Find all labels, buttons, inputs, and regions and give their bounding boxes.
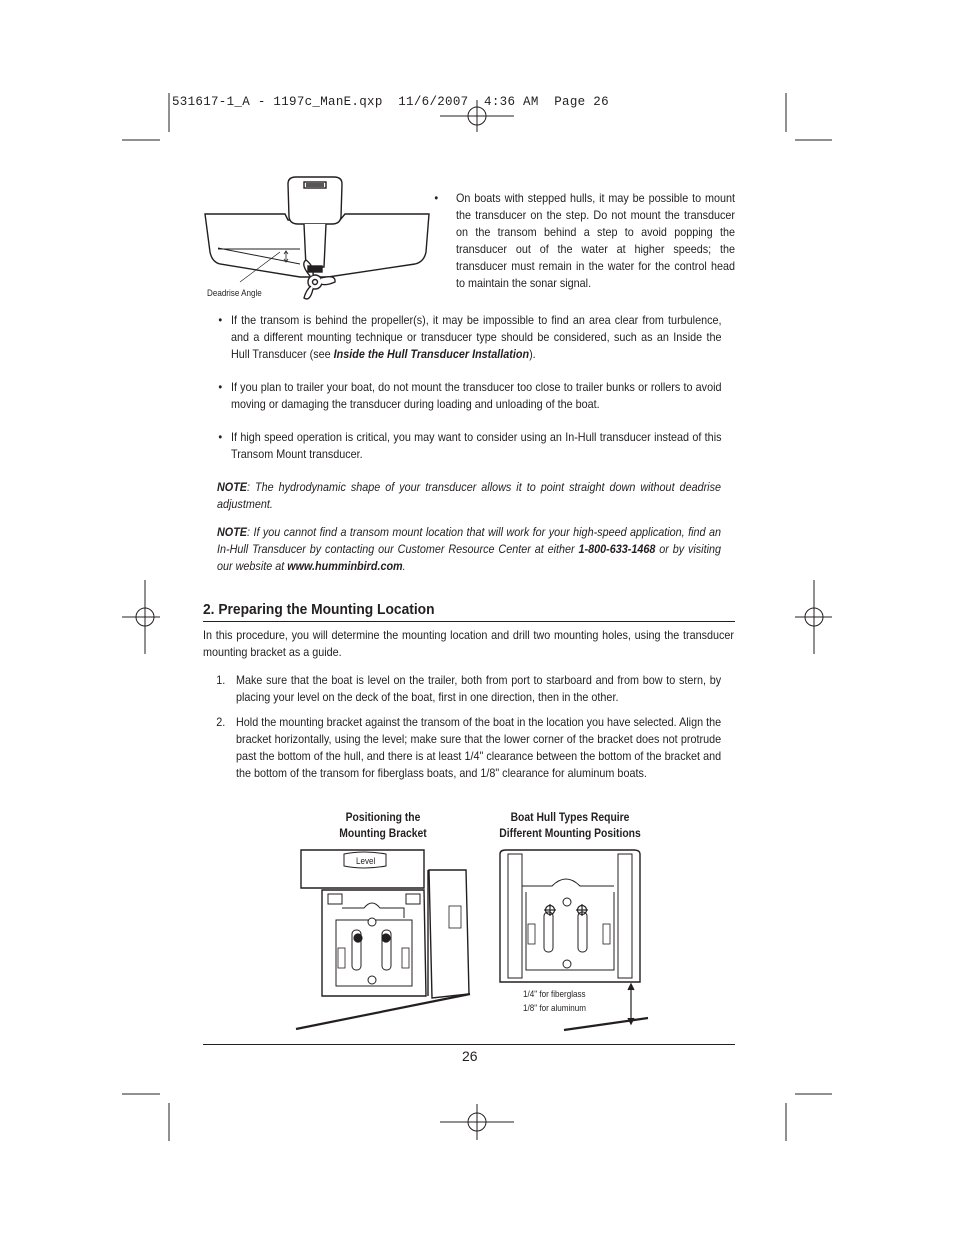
section-heading: 2. Preparing the Mounting Location — [203, 601, 435, 618]
slug-line: 531617-1_A - 1197c_ManE.qxp 11/6/2007 4:36 AM Page 26 — [172, 95, 609, 109]
registration-mark-bottom — [440, 1104, 514, 1140]
page-number: 26 — [462, 1048, 478, 1064]
note-hydrodynamic: NOTE: The hydrodynamic shape of your transducer allows it to point straight down without deadrise adjustment. — [217, 480, 721, 511]
bullet-high-speed: • If high speed operation is critical, you may want to consider using an In-Hull transducer instead of this Transom Mount transducer. — [218, 430, 722, 461]
bullet-transom-propeller: • If the transom is behind the propeller(s), it may be impossible to find an area clear from turbulence, and a different mounting technique or transducer type should be considered, such as an Inside the Hull Transducer (see Inside the Hull Transducer Installation). — [218, 313, 722, 361]
section-intro: In this procedure, you will determine the mounting location and drill two mounting holes, using the transducer mounting bracket as a guide. — [203, 628, 734, 659]
registration-mark-right — [795, 580, 832, 654]
footer-rule — [203, 1044, 735, 1045]
website-link[interactable]: www.humminbird.com — [287, 559, 403, 573]
deadrise-angle-label: Deadrise Angle — [207, 288, 262, 299]
step-2: 2. Hold the mounting bracket against the transom of the boat in the location you have selected. Align the bracket horizontally, using the level; make sure that the lower corner of the bracket does not protrude past the bottom of the hull, and there is at least 1/4" clearance between the bottom of the bracket and the bottom of the transom for fiberglass boats, and 1/8" clearance for aluminum boats. — [216, 715, 722, 780]
phone-number[interactable]: 1-800-633-1468 — [578, 542, 656, 556]
caption-hull-types: Boat Hull Types Require Different Mounting Positions — [499, 812, 641, 840]
inside-hull-link[interactable]: Inside the Hull Transducer Installation — [333, 347, 530, 361]
clearance-label: 1/4" for fiberglass 1/8" for aluminum — [523, 989, 587, 1014]
step-1: 1. Make sure that the boat is level on the trailer, both from port to starboard and from bow to stern, by placing your level on the deck of the boat, first in one direction, then in the other. — [216, 673, 722, 704]
caption-positioning: Positioning the Mounting Bracket — [339, 812, 427, 840]
positioning-bracket-diagram — [294, 846, 474, 1032]
bullet-trailer: • If you plan to trailer your boat, do not mount the transducer too close to trailer bunks or rollers to avoid moving or damaging the transducer during loading and unloading of the boat. — [218, 380, 722, 411]
note-customer-resource: NOTE: If you cannot find a transom mount location that will work for your high-speed application, find an In-Hull Transducer by contacting our Customer Resource Center at either 1-800-633-1468 or by visiting our website at www.humminbird.com. — [217, 525, 721, 573]
bullet-stepped-hulls-text: On boats with stepped hulls, it may be possible to mount the transducer on the step. Do not mount the transducer on the transom behind a step to avoid popping the transducer out of the water at higher speeds; the transducer must remain in the water for the control head to maintain the sonar signal. — [456, 191, 735, 290]
section-rule — [203, 621, 735, 622]
bullet-stepped-hulls: • On boats with stepped hulls, it may be possible to mount the transducer on the step. Do not mount the transducer on the transom behind a step to avoid popping the transducer out of the water at higher speeds; the transducer must remain in the water for the control head to maintain the sonar signal. — [434, 191, 735, 290]
level-label: Level — [356, 856, 376, 867]
registration-mark-left — [122, 580, 160, 654]
